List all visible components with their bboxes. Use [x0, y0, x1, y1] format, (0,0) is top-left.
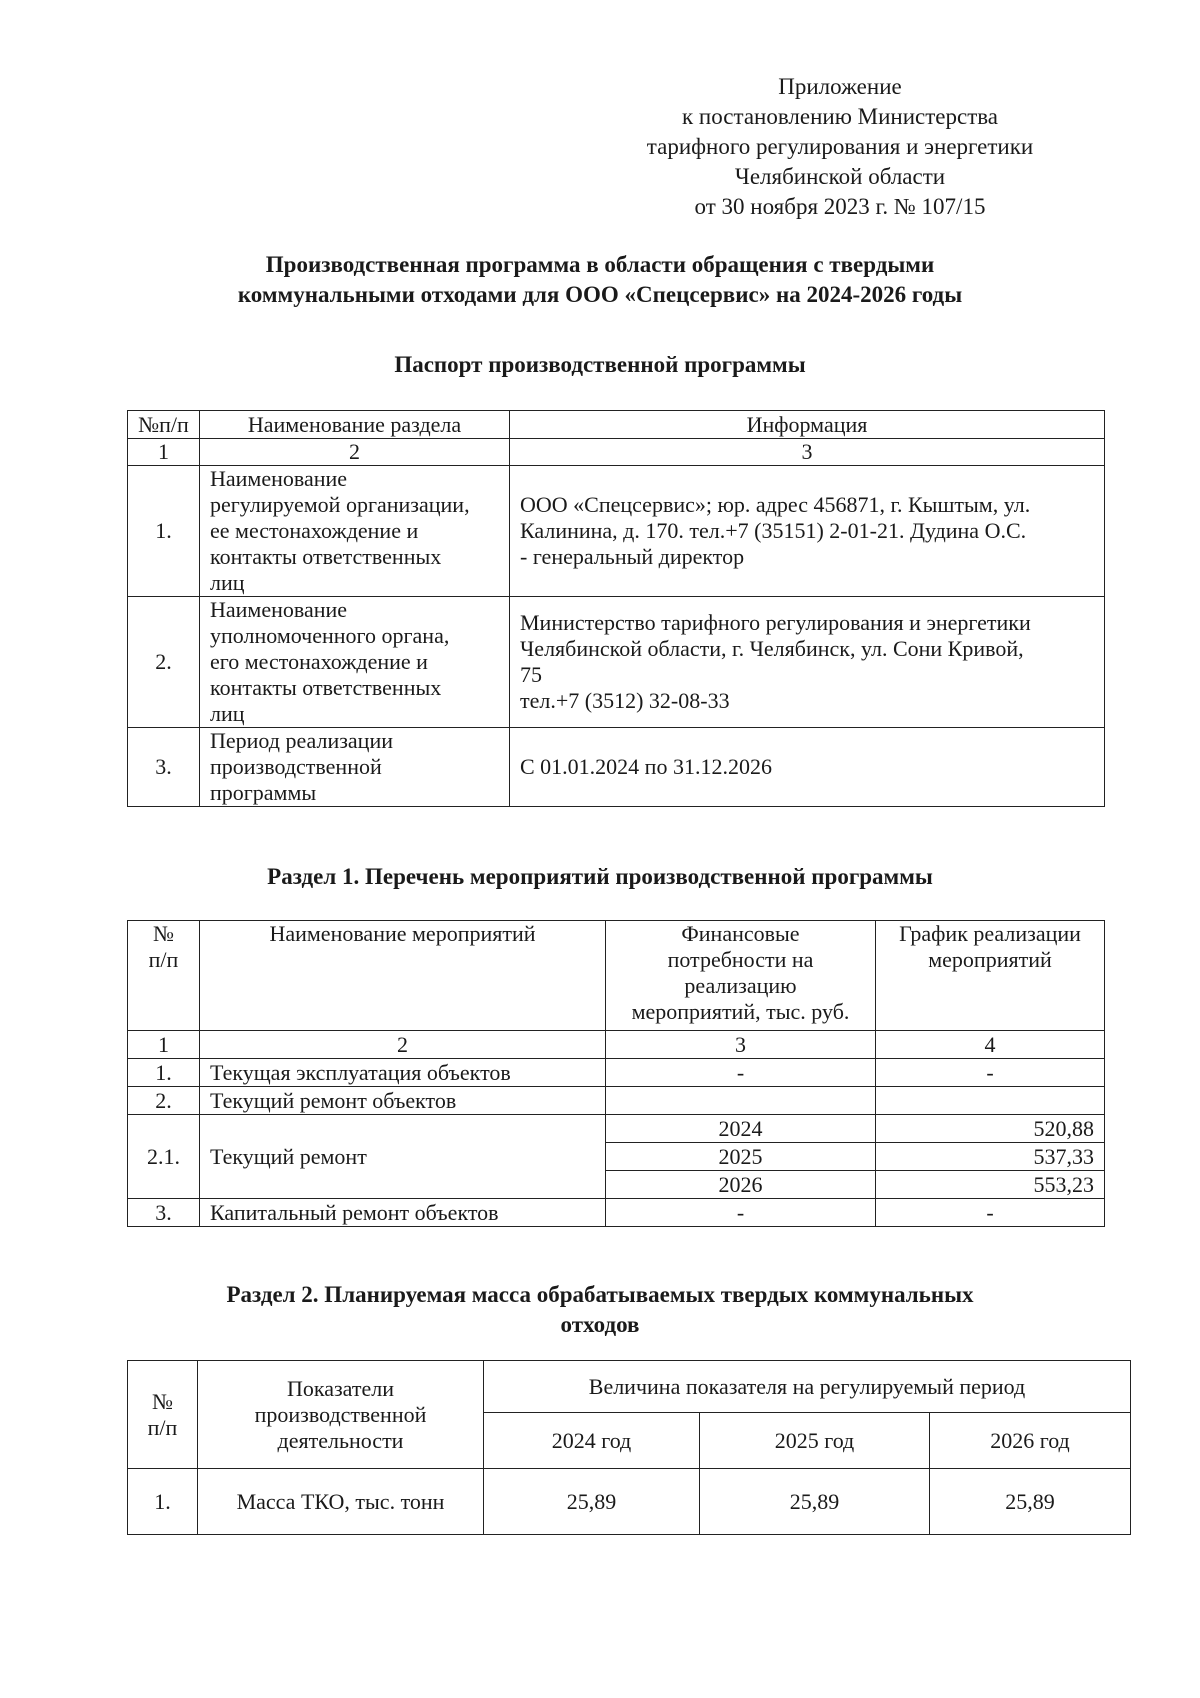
header-cell: №п/п	[128, 411, 200, 439]
appendix-line: от 30 ноября 2023 г. № 107/15	[694, 194, 986, 219]
header-cell: Показатели производственной деятельности	[198, 1361, 484, 1469]
section-info: Министерство тарифного регулирования и энергетики Челябинской области, г. Челябинск, ул. Сони Кривой, 75 тел.+7 (3512) 32-08-33	[510, 597, 1105, 728]
passport-title: Паспорт производственной программы	[394, 352, 806, 377]
table-row: 3. Капитальный ремонт объектов - -	[128, 1199, 1105, 1227]
appendix-line: Челябинской области	[734, 164, 946, 189]
header-cell: № п/п	[128, 1361, 198, 1469]
section1-title: Раздел 1. Перечень мероприятий производственной программы	[267, 864, 933, 889]
table-header-row	[128, 411, 1105, 439]
section-name: Наименование уполномоченного органа, его местонахождение и контакты ответственных лиц	[200, 597, 510, 728]
table-row: 3. Период реализации производственной программы С 01.01.2024 по 31.12.2026	[128, 728, 1105, 807]
appendix-line: тарифного регулирования и энергетики	[646, 134, 1034, 159]
section-name: Период реализации производственной программы	[200, 728, 510, 807]
table-row: 2. Наименование уполномоченного органа, его местонахождение и контакты ответственных лиц Министерство тарифного регулирования и энергетики Челябинской области, г. Челябинск, ул. Сони Кривой, 75 тел.+7 (3512) 32-08-33	[128, 597, 1105, 728]
table-header-row	[128, 1361, 1131, 1413]
header-cell: Величина показателя на регулируемый период	[484, 1361, 1131, 1413]
appendix-line: к постановлению Министерства	[681, 104, 999, 129]
appendix-header	[590, 72, 1090, 222]
header-cell: Наименование раздела	[200, 411, 510, 439]
header-cell: № п/п	[128, 921, 200, 1031]
section-name: Наименование регулируемой организации, ее местонахождение и контакты ответственных лиц	[200, 466, 510, 597]
document-title: Производственная программа в области обращения с твердыми коммунальными отходами для ООО «Спецсервис» на 2024-2026 годы	[237, 252, 963, 307]
table-row: 2025 537,33	[128, 1143, 1105, 1171]
appendix-line: Приложение	[778, 74, 902, 99]
header-cell: Финансовые потребности на реализацию мероприятий, тыс. руб.	[606, 921, 876, 1031]
numbering-row: 1 2 3	[128, 439, 1105, 466]
header-cell: 2025 год	[700, 1413, 930, 1469]
section-info: С 01.01.2024 по 31.12.2026	[510, 728, 1105, 807]
header-cell: 2024 год	[484, 1413, 700, 1469]
table-row: 2026 553,23	[128, 1171, 1105, 1199]
numbering-row: 1 2 3 4	[128, 1031, 1105, 1059]
table-row: 1. Текущая эксплуатация объектов - -	[128, 1059, 1105, 1087]
header-cell: 2026 год	[930, 1413, 1131, 1469]
mass-table	[127, 1360, 1131, 1535]
table-row: 2. Текущий ремонт объектов	[128, 1087, 1105, 1115]
header-cell: Информация	[510, 411, 1105, 439]
table-header-row	[128, 921, 1105, 1031]
section-info: ООО «Спецсервис»; юр. адрес 456871, г. Кыштым, ул. Калинина, д. 170. тел.+7 (35151) 2-01-21. Дудина О.С. - генеральный директор	[510, 466, 1105, 597]
header-cell: График реализации мероприятий	[876, 921, 1105, 1031]
section2-title: Раздел 2. Планируемая масса обрабатываемых твердых коммунальных отходов	[226, 1282, 974, 1337]
header-cell: Наименование мероприятий	[200, 921, 606, 1031]
passport-table	[127, 410, 1105, 807]
table-row: 1. Наименование регулируемой организации, ее местонахождение и контакты ответственных лиц ООО «Спецсервис»; юр. адрес 456871, г. Кыштым, ул. Калинина, д. 170. тел.+7 (35151) 2-01-21. Дудина О.С. - генеральный директор	[128, 466, 1105, 597]
measures-table	[127, 920, 1105, 1227]
table-row: 1. Масса ТКО, тыс. тонн 25,89 25,89 25,89	[128, 1469, 1131, 1535]
table-row: 2.1. Текущий ремонт 2024 520,88	[128, 1115, 1105, 1143]
